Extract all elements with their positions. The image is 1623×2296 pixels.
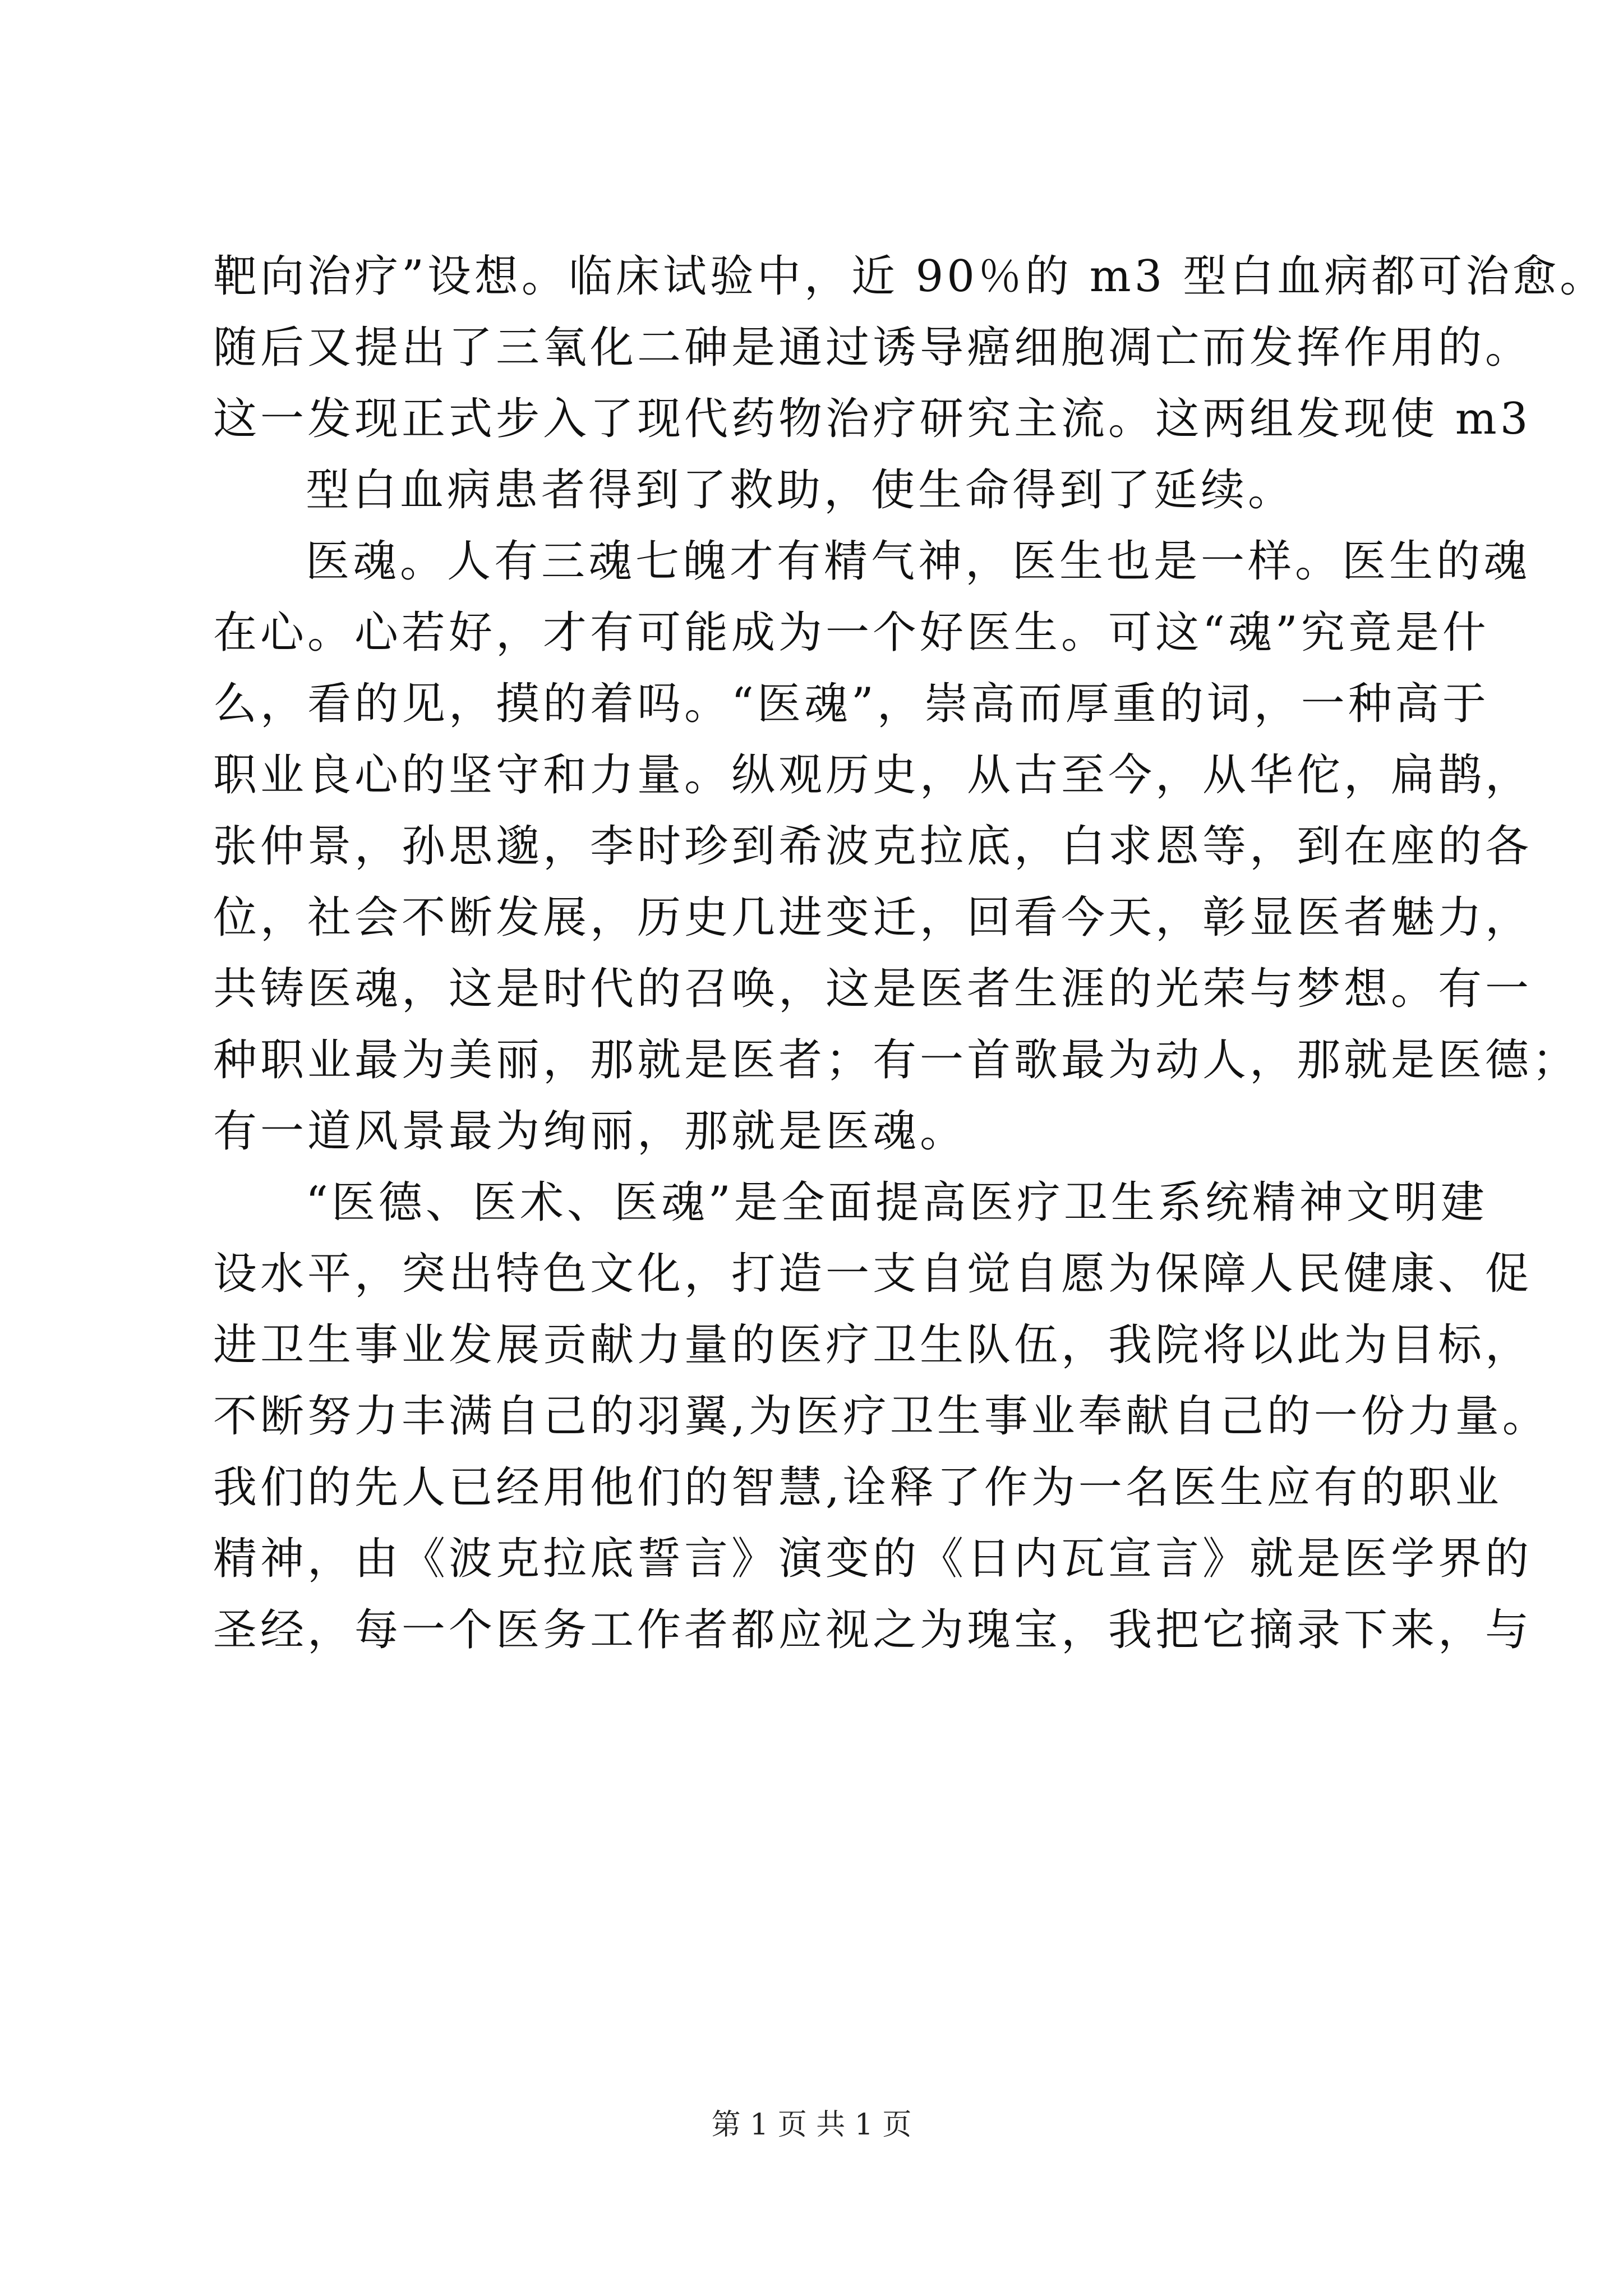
text-line: 圣经，每一个医务工作者都应视之为瑰宝，我把它摘录下来，与 — [213, 1605, 1533, 1655]
paragraph-start-line: 医魂。人有三魂七魄才有精气神，医生也是一样。医生的魂 — [306, 536, 1531, 587]
text-line: 这一发现正式步入了现代药物治疗研究主流。这两组发现使 m3 — [213, 394, 1532, 444]
text-line: 我们的先人已经用他们的智慧,诠释了作为一名医生应有的职业 — [213, 1462, 1502, 1513]
text-line: 型白血病患者得到了救助，使生命得到了延续。 — [306, 465, 1295, 516]
text-line: 设水平，突出特色文化，打造一支自觉自愿为保障人民健康、促 — [213, 1249, 1533, 1299]
text-line: 职业良心的坚守和力量。纵观历史，从古至今，从华佗，扁鹊， — [213, 750, 1533, 800]
text-line: 有一道风景最为绚丽，那就是医魂。 — [213, 1106, 967, 1157]
text-line: 共铸医魂，这是时代的召唤，这是医者生涯的光荣与梦想。有一 — [213, 964, 1533, 1014]
text-line: 张仲景，孙思邈，李时珍到希波克拉底，白求恩等，到在座的各 — [213, 821, 1533, 872]
text-line: 进卫生事业发展贡献力量的医疗卫生队伍，我院将以此为目标， — [213, 1320, 1533, 1370]
text-line: 不断努力丰满自己的羽翼,为医疗卫生事业奉献自己的一份力量。 — [213, 1391, 1550, 1442]
page-number-footer: 第 1 页 共 1 页 — [711, 2108, 912, 2142]
text-line: 么，看的见，摸的着吗。“医魂”，崇高而厚重的词，一种高于 — [213, 679, 1490, 729]
text-line: 在心。心若好，才有可能成为一个好医生。可这“魂”究竟是什 — [213, 608, 1490, 658]
text-line: 随后又提出了三氧化二砷是通过诱导癌细胞凋亡而发挥作用的。 — [213, 323, 1533, 373]
text-line: 精神，由《波克拉底誓言》演变的《日内瓦宣言》就是医学界的 — [213, 1534, 1533, 1584]
text-line: 位，社会不断发展，历史几进变迁，回看今天，彰显医者魅力， — [213, 892, 1533, 943]
paragraph-start-line: “医德、医术、医魂”是全面提高医疗卫生系统精神文明建 — [306, 1177, 1488, 1228]
text-line: 靶向治疗”设想。临床试验中，近 90％的 m3 型白血病都可治愈。 — [213, 251, 1607, 302]
document-body — [213, 241, 1607, 1666]
text-line: 种职业最为美丽，那就是医者；有一首歌最为动人，那就是医德； — [213, 1035, 1580, 1085]
